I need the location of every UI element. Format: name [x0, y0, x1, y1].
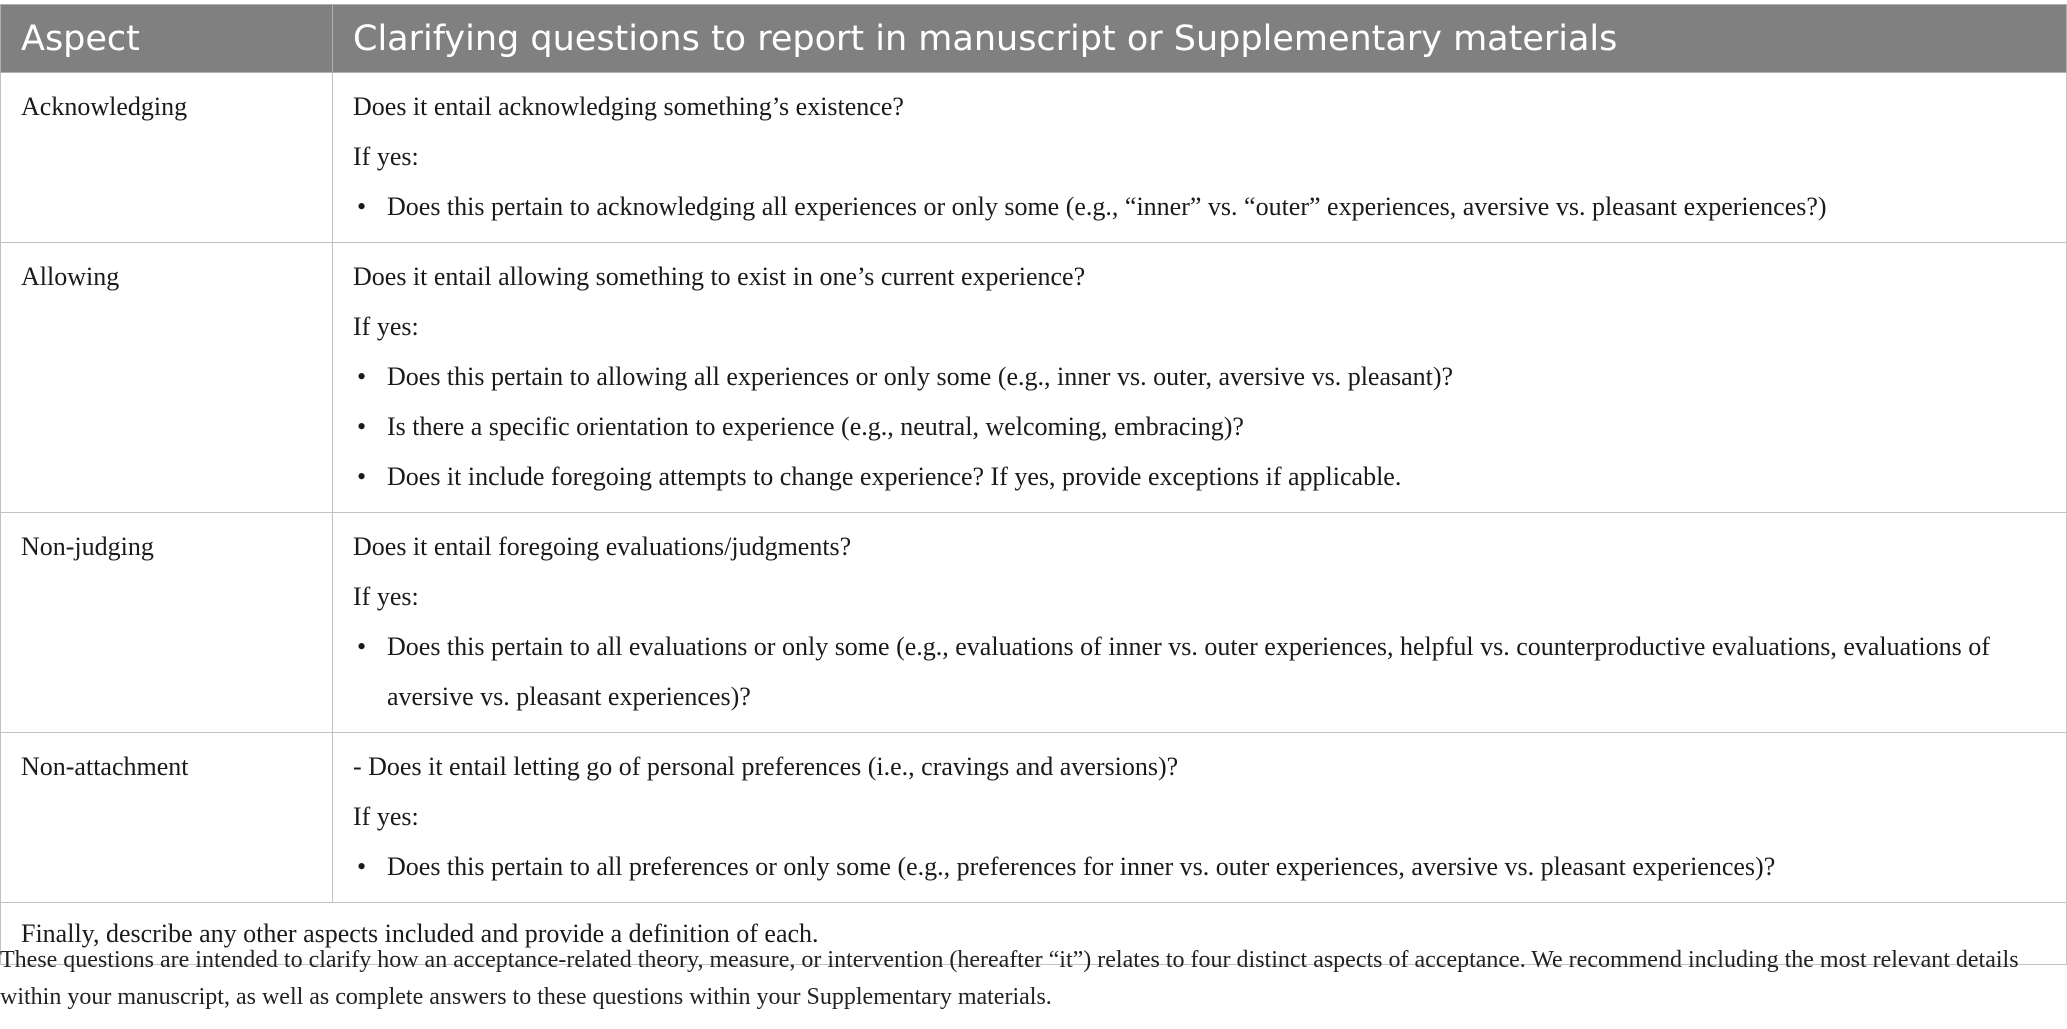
table-row — [1, 513, 2067, 733]
if-yes-label: If yes: — [353, 802, 419, 831]
aspect-name: Acknowledging — [21, 92, 188, 121]
bullet-glyph: • — [357, 362, 367, 391]
aspect-cell — [1, 513, 333, 733]
acceptance-aspects-table — [0, 4, 2067, 965]
table-footnote: These questions are intended to clarify how an acceptance-related theory, measure, or intervention (hereafter “it”) relates to four distinct aspects of acceptance. We recommend including the most relevant details within your manuscript, as well as complete answers to these questions within your Supplementary materials. — [0, 947, 2019, 1010]
follow-up-list — [353, 622, 2046, 722]
table-row — [1, 243, 2067, 513]
questions-cell — [333, 243, 2067, 513]
questions-cell — [333, 73, 2067, 243]
list-item-text: Does this pertain to all preferences or only some (e.g., preferences for inner vs. outer experiences, aversive vs. pleasant experiences)? — [387, 852, 1776, 881]
bullet-glyph: • — [357, 462, 367, 491]
aspect-name: Non-judging — [21, 532, 154, 561]
aspect-cell — [1, 733, 333, 903]
list-item — [353, 842, 2046, 892]
if-yes-label: If yes: — [353, 312, 419, 341]
list-item-text: Does this pertain to all evaluations or only some (e.g., evaluations of inner vs. outer experiences, helpful vs. counterproductive evaluations, evaluations of aversive vs. pleasant experiences)? — [387, 632, 1990, 711]
bullet-glyph: • — [357, 852, 367, 881]
main-question: Does it entail allowing something to exist in one’s current experience? — [353, 262, 1086, 291]
acceptance-aspects-table-container — [0, 4, 2066, 965]
list-item — [353, 622, 2046, 722]
list-item — [353, 352, 2046, 402]
list-item — [353, 452, 2046, 502]
bullet-glyph: • — [357, 192, 367, 221]
table-header-row — [1, 5, 2067, 73]
if-yes-label: If yes: — [353, 582, 419, 611]
table-row — [1, 73, 2067, 243]
main-question: Does it entail acknowledging something’s existence? — [353, 92, 904, 121]
header-questions: Clarifying questions to report in manuscript or Supplementary materials — [333, 5, 2067, 73]
aspect-cell — [1, 73, 333, 243]
header-aspect: Aspect — [1, 5, 333, 73]
final-instruction: Finally, describe any other aspects included and provide a definition of each. — [1, 903, 2067, 965]
questions-cell — [333, 513, 2067, 733]
table-row — [1, 733, 2067, 903]
list-item-text: Does it include foregoing attempts to change experience? If yes, provide exceptions if applicable. — [387, 462, 1402, 491]
aspect-name: Non-attachment — [21, 752, 189, 781]
follow-up-list — [353, 842, 2046, 892]
list-item — [353, 182, 2046, 232]
follow-up-list — [353, 182, 2046, 232]
aspect-name: Allowing — [21, 262, 120, 291]
follow-up-list — [353, 352, 2046, 502]
questions-cell — [333, 733, 2067, 903]
list-item-text: Does this pertain to allowing all experiences or only some (e.g., inner vs. outer, aversive vs. pleasant)? — [387, 362, 1454, 391]
main-question: Does it entail foregoing evaluations/judgments? — [353, 532, 852, 561]
bullet-glyph: • — [357, 632, 367, 661]
list-item-text: Does this pertain to acknowledging all experiences or only some (e.g., “inner” vs. “outer” experiences, aversive vs. pleasant experiences?) — [387, 192, 1827, 221]
list-item — [353, 402, 2046, 452]
bullet-glyph: • — [357, 412, 367, 441]
aspect-cell — [1, 243, 333, 513]
if-yes-label: If yes: — [353, 142, 419, 171]
list-item-text: Is there a specific orientation to experience (e.g., neutral, welcoming, embracing)? — [387, 412, 1244, 441]
main-question: - Does it entail letting go of personal preferences (i.e., cravings and aversions)? — [353, 752, 1179, 781]
